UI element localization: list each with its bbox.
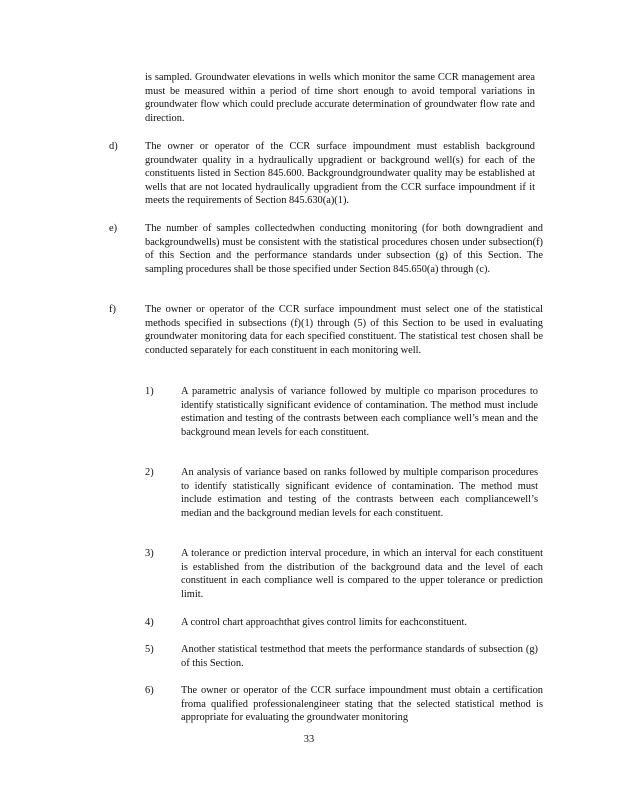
item-label-f: f) <box>109 304 116 315</box>
subitem-label-4: 4) <box>145 617 154 628</box>
subitem-text-5: Another statistical testmethod that meets the performance standards of subsection (g) of this Section. <box>181 644 538 669</box>
subitem-text-4: A control chart approachthat gives control limits for eachconstituent. <box>181 617 467 628</box>
item-text-f: The owner or operator of the CCR surface impoundment must select one of the statistical methods specified in subsections (f)(1) through (5) of this Section to be used in evaluating groundwater monitoring data for each specified constituent. The statistical test chosen shall be conducted separately for each constituent in each monitoring well. <box>145 304 543 356</box>
subitem-text-3: A tolerance or prediction interval procedure, in which an interval for each constituent is established from the distribution of the background data and the level of each constituent in each compliance well is compared to the upper tolerance or prediction limit. <box>181 548 543 600</box>
subitem-label-5: 5) <box>145 644 154 655</box>
item-label-d: d) <box>109 141 118 152</box>
subitem-label-6: 6) <box>145 685 154 696</box>
intro-paragraph: is sampled. Groundwater elevations in wells which monitor the same CCR management area must be measured within a period of time short enough to avoid temporal variations in groundwater flow which could preclude accurate determination of groundwater flow rate and direction. <box>145 72 535 124</box>
subitem-text-2: An analysis of variance based on ranks followed by multiple comparison procedures to identify statistically significant evidence of contamination. The method must include estimation and testing of the contrasts between each compliancewell’s median and the background median levels for each constituent. <box>181 467 538 519</box>
subitem-label-1: 1) <box>145 386 154 397</box>
subitem-text-1: A parametric analysis of variance followed by multiple co mparison procedures to identify statistically significant evidence of contamination. The method must include estimation and testing of the contrasts between each compliance well’s mean and the background mean levels for each constituent. <box>181 386 538 438</box>
page-number: 33 <box>303 734 315 745</box>
item-label-e: e) <box>109 223 118 234</box>
subitem-label-2: 2) <box>145 467 154 478</box>
item-text-d: The owner or operator of the CCR surface impoundment must establish background groundwater quality in a hydraulically upgradient or background well(s) for each of the constituents listed in Section 845.600. Backgroundgroundwater quality may be established at wells that are not located hydraulically upgradient from the CCR surface impoundment if it meets the requirements of Section 845.630(a)(1). <box>145 141 535 207</box>
item-text-e: The number of samples collectedwhen conducting monitoring (for both downgradient and backgroundwells) must be consistent with the statistical procedures chosen under subsection(f) of this Section and the performance standards under subsection (g) of this Section. The sampling procedures shall be those specified under Section 845.650(a) through (c). <box>145 223 543 275</box>
subitem-text-6: The owner or operator of the CCR surface impoundment must obtain a certification froma qualified professionalengineer stating that the selected statistical method is appropriate for evaluating the groundwater monitoring <box>181 685 543 724</box>
subitem-label-3: 3) <box>145 548 154 559</box>
